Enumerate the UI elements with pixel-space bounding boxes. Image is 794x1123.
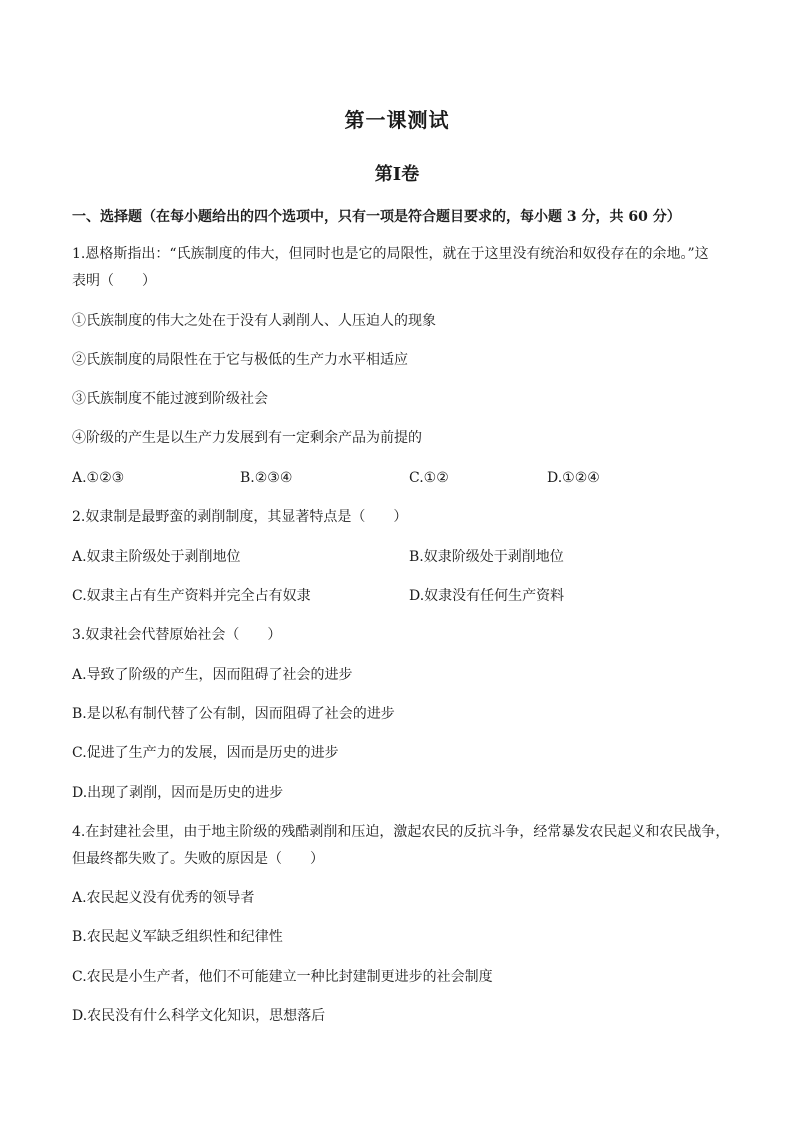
question-1-statement-2: ②氏族制度的局限性在于它与极低的生产力水平相适应: [72, 352, 408, 368]
question-4-option-d: D.农民没有什么科学文化知识，思想落后: [72, 1008, 326, 1024]
question-1-stem-line-2: 表明（ ）: [72, 273, 156, 289]
question-4-stem-line-1: 4.在封建社会里，由于地主阶级的残酷剥削和压迫，激起农民的反抗斗争，经常暴发农民起义和农民战争，: [72, 824, 730, 840]
question-4-stem-line-2: 但最终都失败了。失败的原因是（ ）: [72, 851, 324, 867]
question-1-option-d: D.①②④: [547, 470, 600, 486]
question-3-option-d: D.出现了剥削，因而是历史的进步: [72, 785, 284, 801]
question-2-option-a: A.奴隶主阶级处于剥削地位: [72, 549, 241, 565]
question-1-stem-line-1: 1.恩格斯指出：“氏族制度的伟大，但同时也是它的局限性，就在于这里没有统治和奴役存在的余地。”这: [72, 246, 709, 262]
question-3-stem: 3.奴隶社会代替原始社会（ ）: [72, 627, 282, 643]
section-heading: 一、选择题（在每小题给出的四个选项中，只有一项是符合题目要求的，每小题 3 分，共 60 分）: [72, 209, 681, 225]
question-1-option-c: C.①②: [409, 470, 449, 486]
question-2-option-c: C.奴隶主占有生产资料并完全占有奴隶: [72, 588, 311, 604]
question-4-option-c: C.农民是小生产者，他们不可能建立一种比封建制更进步的社会制度: [72, 969, 493, 985]
question-3-option-b: B.是以私有制代替了公有制，因而阻碍了社会的进步: [72, 706, 395, 722]
question-1-statement-3: ③氏族制度不能过渡到阶级社会: [72, 391, 268, 407]
question-3-option-c: C.促进了生产力的发展，因而是历史的进步: [72, 745, 339, 761]
question-2-stem: 2.奴隶制是最野蛮的剥削制度，其显著特点是（ ）: [72, 509, 408, 525]
page-title: 第一课测试: [344, 108, 450, 132]
question-1-statement-4: ④阶级的产生是以生产力发展到有一定剩余产品为前提的: [72, 430, 422, 446]
volume-heading: 第Ⅰ卷: [374, 164, 420, 185]
question-2-option-b: B.奴隶阶级处于剥削地位: [409, 549, 564, 565]
question-1-option-a: A.①②③: [72, 470, 125, 486]
question-1-statement-1: ①氏族制度的伟大之处在于没有人剥削人、人压迫人的现象: [72, 313, 436, 329]
question-1-option-b: B.②③④: [240, 470, 293, 486]
question-4-option-b: B.农民起义军缺乏组织性和纪律性: [72, 929, 283, 945]
question-4-option-a: A.农民起义没有优秀的领导者: [72, 890, 255, 906]
question-2-option-d: D.奴隶没有任何生产资料: [409, 588, 565, 604]
question-3-option-a: A.导致了阶级的产生，因而阻碍了社会的进步: [72, 667, 353, 683]
